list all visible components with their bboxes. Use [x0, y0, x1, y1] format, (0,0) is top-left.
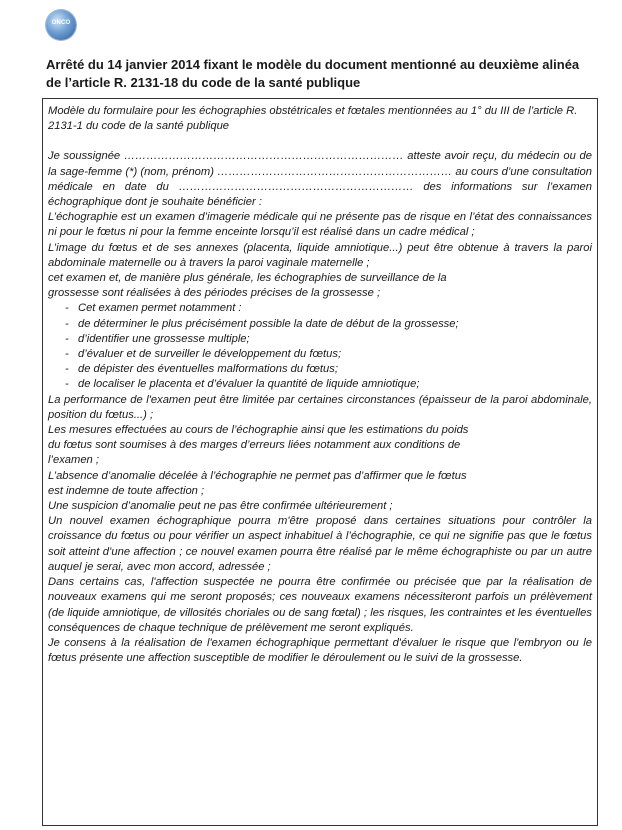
paragraph-measures-line2: du fœtus sont soumises à des marges d’erreurs liées notamment aux conditions de	[48, 439, 461, 452]
list-item: - de dépister des éventuelles malformations du fœtus;	[48, 362, 592, 377]
form-body	[48, 104, 592, 666]
list-item: - d’identifier une grossesse multiple;	[48, 332, 592, 347]
paragraph-image: L’image du fœtus et de ses annexes (placenta, liquide amniotique...) peut être obtenue à travers la paroi abdominale maternelle ou à travers la paroi vaginale maternelle ;	[48, 241, 592, 269]
exam-purpose-list	[48, 301, 592, 392]
paragraph-new-exam: Un nouvel examen échographique pourra m'être proposé dans certaines situations pour contrôler la croissance du fœtus ou pour vérifier un aspect inhabituel à l’échographie, ce qui ne signifie pas que le fœtus soit atteint d’une affection ; ce nouvel examen pourra être réalisé par le même échographiste ou par un autre auquel je serai, avec mon accord, adressée ;	[48, 515, 592, 573]
logo-text: ONCO	[51, 20, 71, 26]
paragraph-periods-line1: cet examen et, de manière plus générale, les échographies de surveillance de la	[48, 272, 447, 285]
list-item: - Cet examen permet notamment :	[48, 301, 592, 316]
document-heading: Arrêté du 14 janvier 2014 fixant le modèle du document mentionné au deuxième alinéa de l’article R. 2131-18 du code de la santé publique	[46, 57, 580, 90]
paragraph-measures-line3: l’examen ;	[48, 454, 99, 467]
paragraph-consent: Je consens à la réalisation de l'examen échographique permettant d'évaluer le risque que l'embryon ou le fœtus présente une affection susceptible de modifier le déroulement ou le suivi de la grossesse.	[48, 636, 592, 665]
attestation-paragraph: Je soussignée ………………………………………………………………… atteste avoir reçu, du médecin ou de la sage-femme (*) (nom, prénom) ……………………………………………………… au cours d’une consultation médicale en date du ……………………………………………………… des informations sur l’examen échographique dont je souhaite bénéficier :	[48, 150, 592, 209]
list-item: - de déterminer le plus précisément possible la date de début de la grossesse;	[48, 317, 592, 332]
list-item: - d’évaluer et de surveiller le développement du fœtus;	[48, 347, 592, 362]
paragraph-further-exams: Dans certains cas, l'affection suspectée ne pourra être confirmée ou précisée que par la réalisation de nouveaux examens qui me seront proposés; ces nouveaux examens nécessiteront parfois un prélèvement (de liquide amniotique, de villosités choriales ou de sang fœtal) ; les risques, les contraintes et les éventuelles conséquences de chaque technique de prélèvement me seront expliqués.	[48, 576, 592, 634]
paragraph-absence-line2: est indemne de toute affection ;	[48, 484, 205, 497]
paragraph-periods-line2: grossesse sont réalisées à des périodes précises de la grossesse ;	[48, 287, 381, 300]
paragraph-measures-line1: Les mesures effectuées au cours de l’échographie ainsi que les estimations du poids	[48, 424, 469, 437]
paragraph-performance: La performance de l'examen peut être limitée par certaines circonstances (épaisseur de la paroi abdominale, position du fœtus...) ;	[48, 393, 592, 421]
spacer	[48, 134, 592, 149]
list-item: - de localiser le placenta et d’évaluer la quantité de liquide amniotique;	[48, 377, 592, 392]
paragraph-risk: L’échographie est un examen d’imagerie médicale qui ne présente pas de risque en l’état des connaissances ni pour le fœtus ni pour la femme enceinte lorsqu’il est réalisé dans un cadre médical ;	[48, 211, 592, 239]
paragraph-suspicion: Une suspicion d’anomalie peut ne pas être confirmée ultérieurement ;	[48, 500, 393, 513]
paragraph-absence-line1: L’absence d’anomalie décelée à l’échographie ne permet pas d’affirmer que le fœtus	[48, 469, 467, 482]
form-intro: Modèle du formulaire pour les échographies obstétricales et fœtales mentionnées au 1° du III de l’article R. 2131-1 du code de la santé publique	[48, 105, 578, 133]
